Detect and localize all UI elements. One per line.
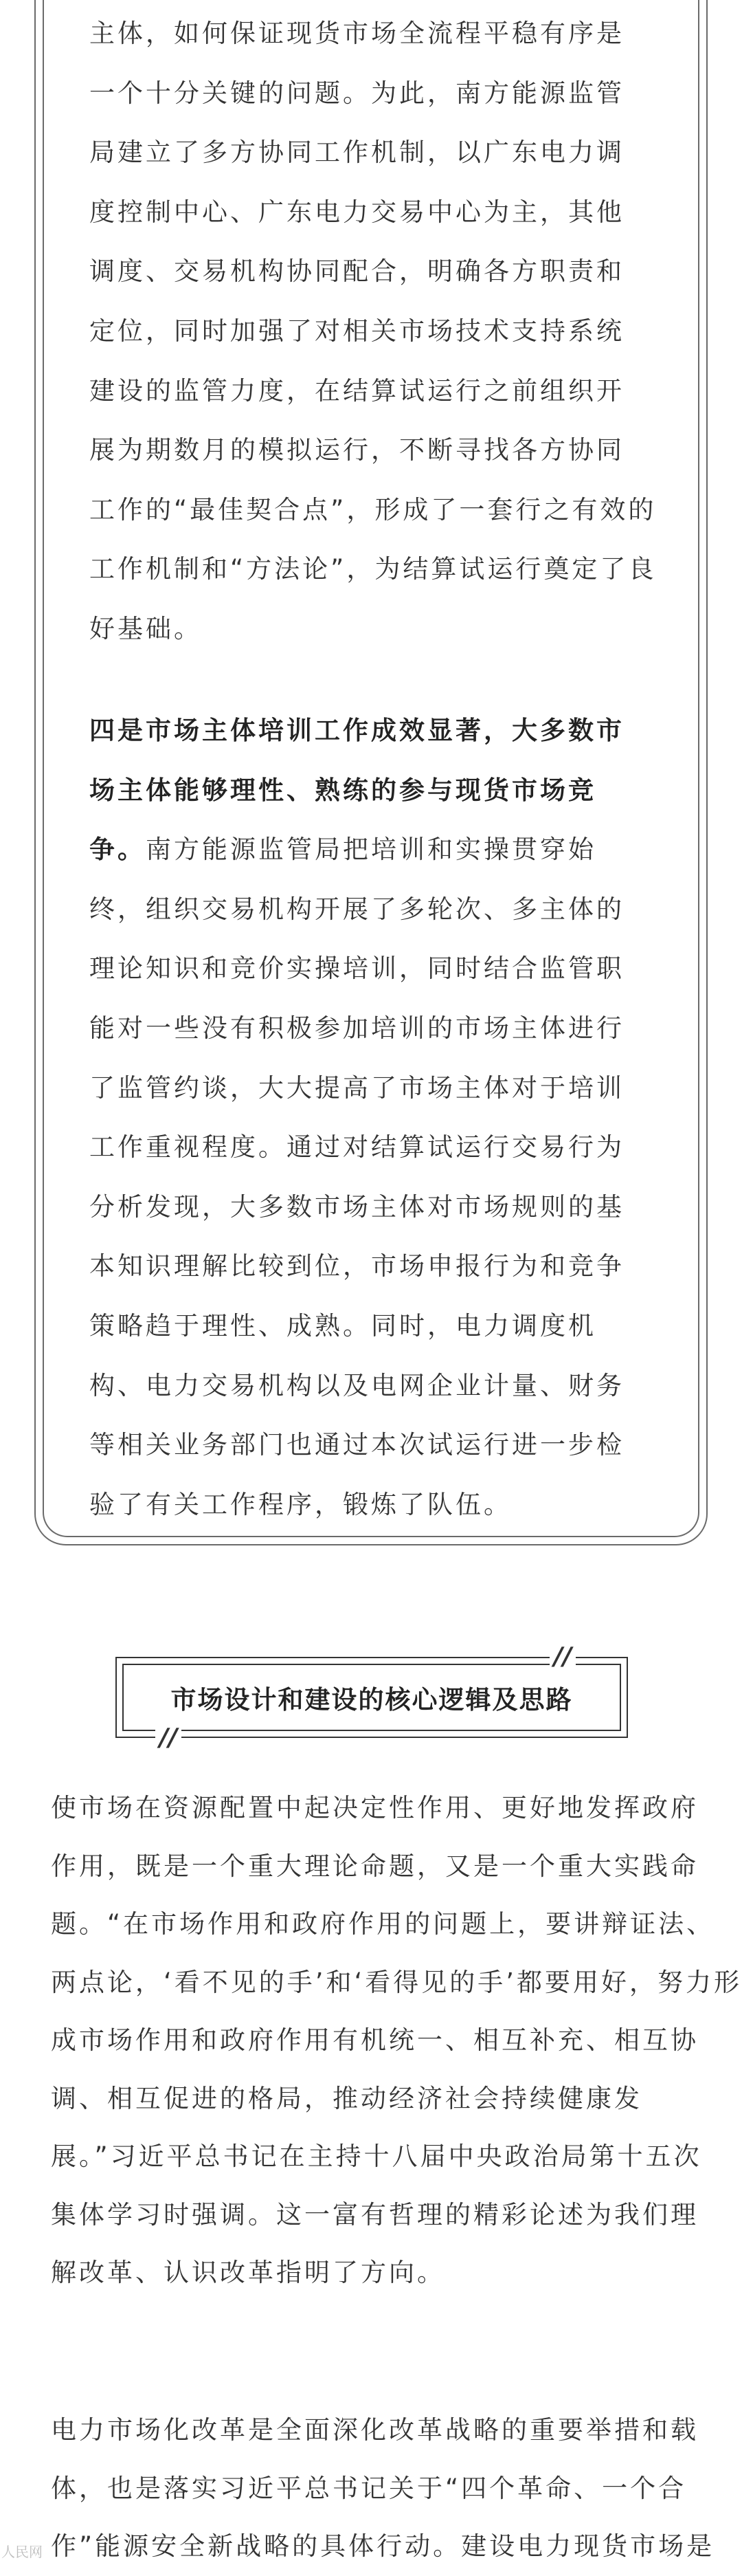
text-line: 度控制中心、广东电力交易中心为主，其他 xyxy=(89,197,625,227)
text-line: 集体学习时强调。这一富有哲理的精彩论述为我们理 xyxy=(51,2199,699,2230)
watermark: 人民网 xyxy=(1,2544,43,2560)
text-line: 终，组织交易机构开展了多轮次、多主体的 xyxy=(89,894,625,924)
text-line: 理论知识和竞价实操培训，同时结合监管职 xyxy=(89,954,625,984)
text-line: 构、电力交易机构以及电网企业计量、财务 xyxy=(89,1370,625,1400)
text-line: 主体，如何保证现货市场全流程平稳有序是 xyxy=(89,19,625,48)
text-line: 展。”习近平总书记在主持十八届中央政治局第十五次 xyxy=(51,2142,702,2171)
text-line: 一个十分关键的问题。为此，南方能源监管 xyxy=(89,78,625,108)
text-line: 电力市场化改革是全面深化改革战略的重要举措和载 xyxy=(51,2415,699,2445)
text-line: 使市场在资源配置中起决定性作用、更好地发挥政府 xyxy=(51,1793,699,1823)
text-line xyxy=(89,820,625,880)
text-line: 验了有关工作程序，锻炼了队伍。 xyxy=(89,1489,512,1519)
text-line: 定位，同时加强了对相关市场技术支持系统 xyxy=(89,316,625,346)
double-slash-ornament: // xyxy=(550,1643,576,1671)
text-line: 调、相互促进的格局，推动经济社会持续健康发 xyxy=(51,2083,642,2113)
text-line: 工作机制和“方法论”，为结算试运行奠定了良 xyxy=(89,554,657,584)
text-line: 展为期数月的模拟运行，不断寻找各方协同 xyxy=(89,435,625,465)
bold-text-line: 四是市场主体培训工作成效显著，大多数市 xyxy=(89,716,625,745)
text-line: 工作重视程度。通过对结算试运行交易行为 xyxy=(89,1132,625,1163)
paragraph-market-and-government xyxy=(51,1779,742,2302)
text-line: 工作的“最佳契合点”，形成了一套行之有效的 xyxy=(89,494,657,525)
text-line: 建设的监管力度，在结算试运行之前组织开 xyxy=(89,375,625,406)
section-heading: 市场设计和建设的核心逻辑及思路 xyxy=(170,1685,573,1715)
bold-text-fragment: 争。 xyxy=(89,835,146,865)
text-line: 两点论，‘看不见的手’和‘看得见的手’都要用好，努力形 xyxy=(51,1967,742,1997)
text-line: 本知识理解比较到位，市场申报行为和竞争 xyxy=(89,1251,625,1281)
text-line: 体，也是落实习近平总书记关于“四个革命、一个合 xyxy=(51,2473,687,2503)
text-line: 调度、交易机构协同配合，明确各方职责和 xyxy=(89,256,625,287)
section-heading-frame-inner xyxy=(122,1664,621,1731)
text-line: 好基础。 xyxy=(89,613,202,643)
bold-text-line: 场主体能够理性、熟练的参与现货市场竞 xyxy=(89,775,596,805)
paragraph-training-results xyxy=(89,701,625,1534)
text-line: 等相关业务部门也通过本次试运行进一步检 xyxy=(89,1430,625,1460)
text-line: 能对一些没有积极参加培训的市场主体进行 xyxy=(89,1013,625,1043)
text-line: 作用，既是一个重大理论命题，又是一个重大实践命 xyxy=(51,1851,699,1881)
text-line: 分析发现，大多数市场主体对市场规则的基 xyxy=(89,1191,625,1222)
paragraph-electricity-reform xyxy=(51,2401,715,2576)
text-line: 作”能源安全新战略的具体行动。建设电力现货市场是 xyxy=(51,2531,715,2561)
text-line: 解改革、认识改革指明了方向。 xyxy=(51,2258,445,2287)
text-line: 局建立了多方协同工作机制，以广东电力调 xyxy=(89,137,625,168)
text-line: 了监管约谈，大大提高了市场主体对于培训 xyxy=(89,1072,625,1103)
text-fragment: 南方能源监管局把培训和实操贯穿始 xyxy=(146,835,596,865)
text-line: 题。“在市场作用和政府作用的问题上，要讲辩证法、 xyxy=(51,1909,715,1939)
paragraph-coordination-mechanism xyxy=(89,4,656,659)
text-line: 策略趋于理性、成熟。同时，电力调度机 xyxy=(89,1310,596,1341)
double-slash-ornament: // xyxy=(155,1724,181,1752)
text-line: 成市场作用和政府作用有机统一、相互补充、相互协 xyxy=(51,2025,699,2055)
